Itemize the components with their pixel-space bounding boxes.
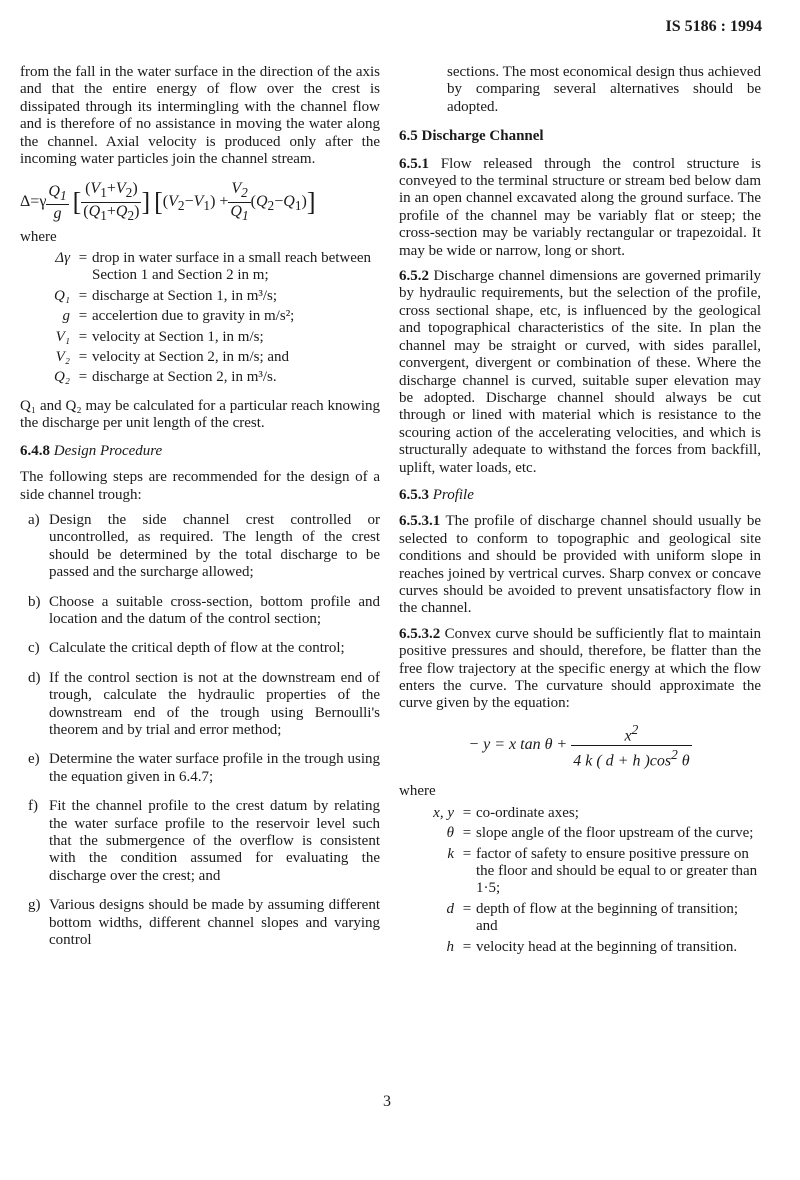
right-column [399,64,761,967]
symbol: V₁ [55,328,70,345]
step-text: If the control section is not at the downstream end of trough, calculate the hydraulic properties of the downstream end of the trough using Bernoulli's theorem and by trial and error method; [49,669,380,738]
step-item [20,798,380,885]
definition-text: co-ordinate axes; [476,804,579,821]
definition-text: accelertion due to gravity in m/s²; [92,308,295,325]
definition-text: velocity at Section 2, in m/s; and [92,349,290,366]
definition-row [20,308,380,328]
standard-number-header: IS 5186 : 1994 [665,18,762,35]
step-item [20,897,380,949]
continued-step-text: sections. The most economical design thus achieved by comparing several alternatives should be adopted. [447,64,761,115]
symbol: V₂ [55,349,70,366]
discharge-channel-heading: 6.5 Discharge Channel [399,128,544,145]
clause-text: The profile of discharge channel should usually be selected to conform to topographic and geological site conditions and should be provided with uniform slope in reaches joined by vertrical curves. Sharp convex or concave curves should be avoided to prevent unsatisfactory flow in the channel. [399,513,761,617]
definition-text: factor of safety to ensure positive pressure on the floor and should be equal to or greater than 1·5; [476,845,758,897]
step-text: Fit the channel profile to the crest datum by relating the water surface profile to the reservoir level such that the submergence of the overflow is consistent with the condition assumed for evaluating the discharge over the crest; and [49,798,380,884]
equals: = [78,328,88,345]
step-item [20,640,380,657]
equals: = [462,804,472,821]
definition-row [20,250,380,288]
symbol: Q₁ [53,287,70,304]
section-title: Profile [432,486,474,503]
equals: = [462,825,472,842]
definition-row [399,901,761,939]
equals: = [78,250,88,267]
step-item [20,670,380,740]
symbol: k [447,845,454,862]
definition-text: velocity head at the beginning of transition. [476,938,738,955]
section-number: 6.5.3 [399,486,429,503]
definition-row [399,805,761,825]
section-number: 6.4.8 [20,442,50,459]
left-definitions [20,250,380,390]
symbol: Δγ [55,250,70,267]
step-label: b) [28,593,41,610]
symbol: d [446,900,454,917]
step-item [20,594,380,629]
clause-number: 6.5.1 [399,155,429,172]
where-label: where [20,228,57,245]
equals: = [462,900,472,917]
step-text: Determine the water surface profile in the trough using the equation given in 6.4.7; [49,751,380,785]
side-channel-equation: Δ=γ $\frac{Q_1}{g}$ [ $\frac{(V_1+V_2)}{(Q_1+Q_2)}$ ] [$(V_2-V_1)$ + $\frac{V_2}{Q_1}$ $(Q_2-Q_1)$] [20,180,316,224]
paragraph-6-5-3-1 [399,513,761,617]
steps-intro: The following steps are recommended for the design of a side channel trough: [20,469,380,503]
step-text: Choose a suitable cross-section, bottom profile and location and the datum of the control section; [49,593,380,627]
page-number: 3 [383,1093,391,1110]
definition-text: discharge at Section 2, in m³/s. [92,369,277,386]
step-text: Various designs should be made by assuming different bottom widths, different channel slopes and varying control [49,897,380,949]
equals: = [462,938,472,955]
definition-row [399,939,761,959]
clause-text: Discharge channel dimensions are governed primarily by hydraulic requirements, but the selection of the profile, cross sectional shape, etc, is influenced by the geological and topographical characteristics of the site. In plan the channel may be straight or curved, with sides parallel, convergent, divergent or combination of these. Where the discharge channel is curved, suitable super elevation may be adopted. Discharge channel should always be cut through or lined with material which is resistance to the scouring action of the accelerating velocities, and which is structurally adequate to withstand the forces from backfill, uplift, water loads, etc. [399,268,762,476]
equals: = [78,308,88,325]
definition-text: velocity at Section 1, in m/s; [92,328,264,345]
step-text: Calculate the critical depth of flow at the control; [49,640,345,657]
left-column [20,64,380,961]
intro-paragraph: from the fall in the water surface in the direction of the axis and that the entire energy of flow over the crest is dissipated through its intermingling with the channel flow and is therefore of no assistance in moving the water along the channel. Axial velocity is produced only after the incoming water particles join the channel stream. [20,64,380,168]
step-label: g) [28,897,41,914]
where-label: where [399,783,436,800]
equals: = [78,369,88,386]
step-label: e) [28,751,40,768]
section-6-4-8-heading [20,443,380,460]
design-steps-list [20,512,380,950]
clause-text: Flow released through the control structure is conveyed to the terminal structure or stream bed below dam in an open channel excavated along the ground surface. The profile of the channel may be variably flat or steep; the cross-section may be variably rectangular or trapezoidal. It may be wide or narrow, long or short. [399,155,762,259]
equals: = [78,349,88,366]
symbol: θ [446,825,454,842]
definition-row [20,369,380,389]
definition-text: drop in water surface in a small reach between Section 1 and Section 2 in m; [92,250,372,284]
right-definitions [399,805,761,959]
section-title: Design Procedure [53,442,163,459]
clause-number: 6.5.2 [399,268,429,285]
discharge-note: Q₁ and Q₂ may be calculated for a particular reach knowing the discharge per unit length of the crest. [20,397,380,432]
clause-text: Convex curve should be sufficiently flat to maintain positive pressures and should, therefore, be flatter than the free flow trajectory at the specific energy at which the flow enters the curve. The curvature should approximate the curve given by the equation: [399,625,761,712]
step-item [20,512,380,582]
definition-row [399,846,761,901]
step-label: c) [28,640,40,657]
step-label: f) [28,798,38,815]
definition-text: discharge at Section 1, in m³/s; [92,287,278,304]
symbol: x, y [433,804,454,821]
clause-number: 6.5.3.1 [399,513,441,530]
definition-row [399,825,761,845]
section-6-5-3-heading [399,487,761,504]
paragraph-6-5-3-2 [399,626,761,713]
definition-row [20,288,380,308]
clause-number: 6.5.3.2 [399,625,441,642]
definition-text: slope angle of the floor upstream of the curve; [476,825,754,842]
step-label: a) [28,511,40,528]
paragraph-6-5-1 [399,156,761,260]
definition-row [20,329,380,349]
definition-row [20,349,380,369]
symbol: h [446,938,454,955]
step-text: Design the side channel crest controlled or uncontrolled, as required. The length of the crest should be determined by the total discharge to be passed and the surcharge allowed; [49,511,380,581]
step-label: d) [28,669,41,686]
symbol: g [62,308,70,325]
symbol: Q₂ [53,369,70,386]
convex-curve-equation: − y = x tan θ + $\frac{x^2}{4 k ( d + h )\cos^2 \theta}$ [468,721,690,769]
definition-text: depth of flow at the beginning of transition; and [476,900,739,935]
equals: = [462,845,472,862]
equals: = [78,287,88,304]
step-item [20,751,380,786]
paragraph-6-5-2 [399,268,761,477]
